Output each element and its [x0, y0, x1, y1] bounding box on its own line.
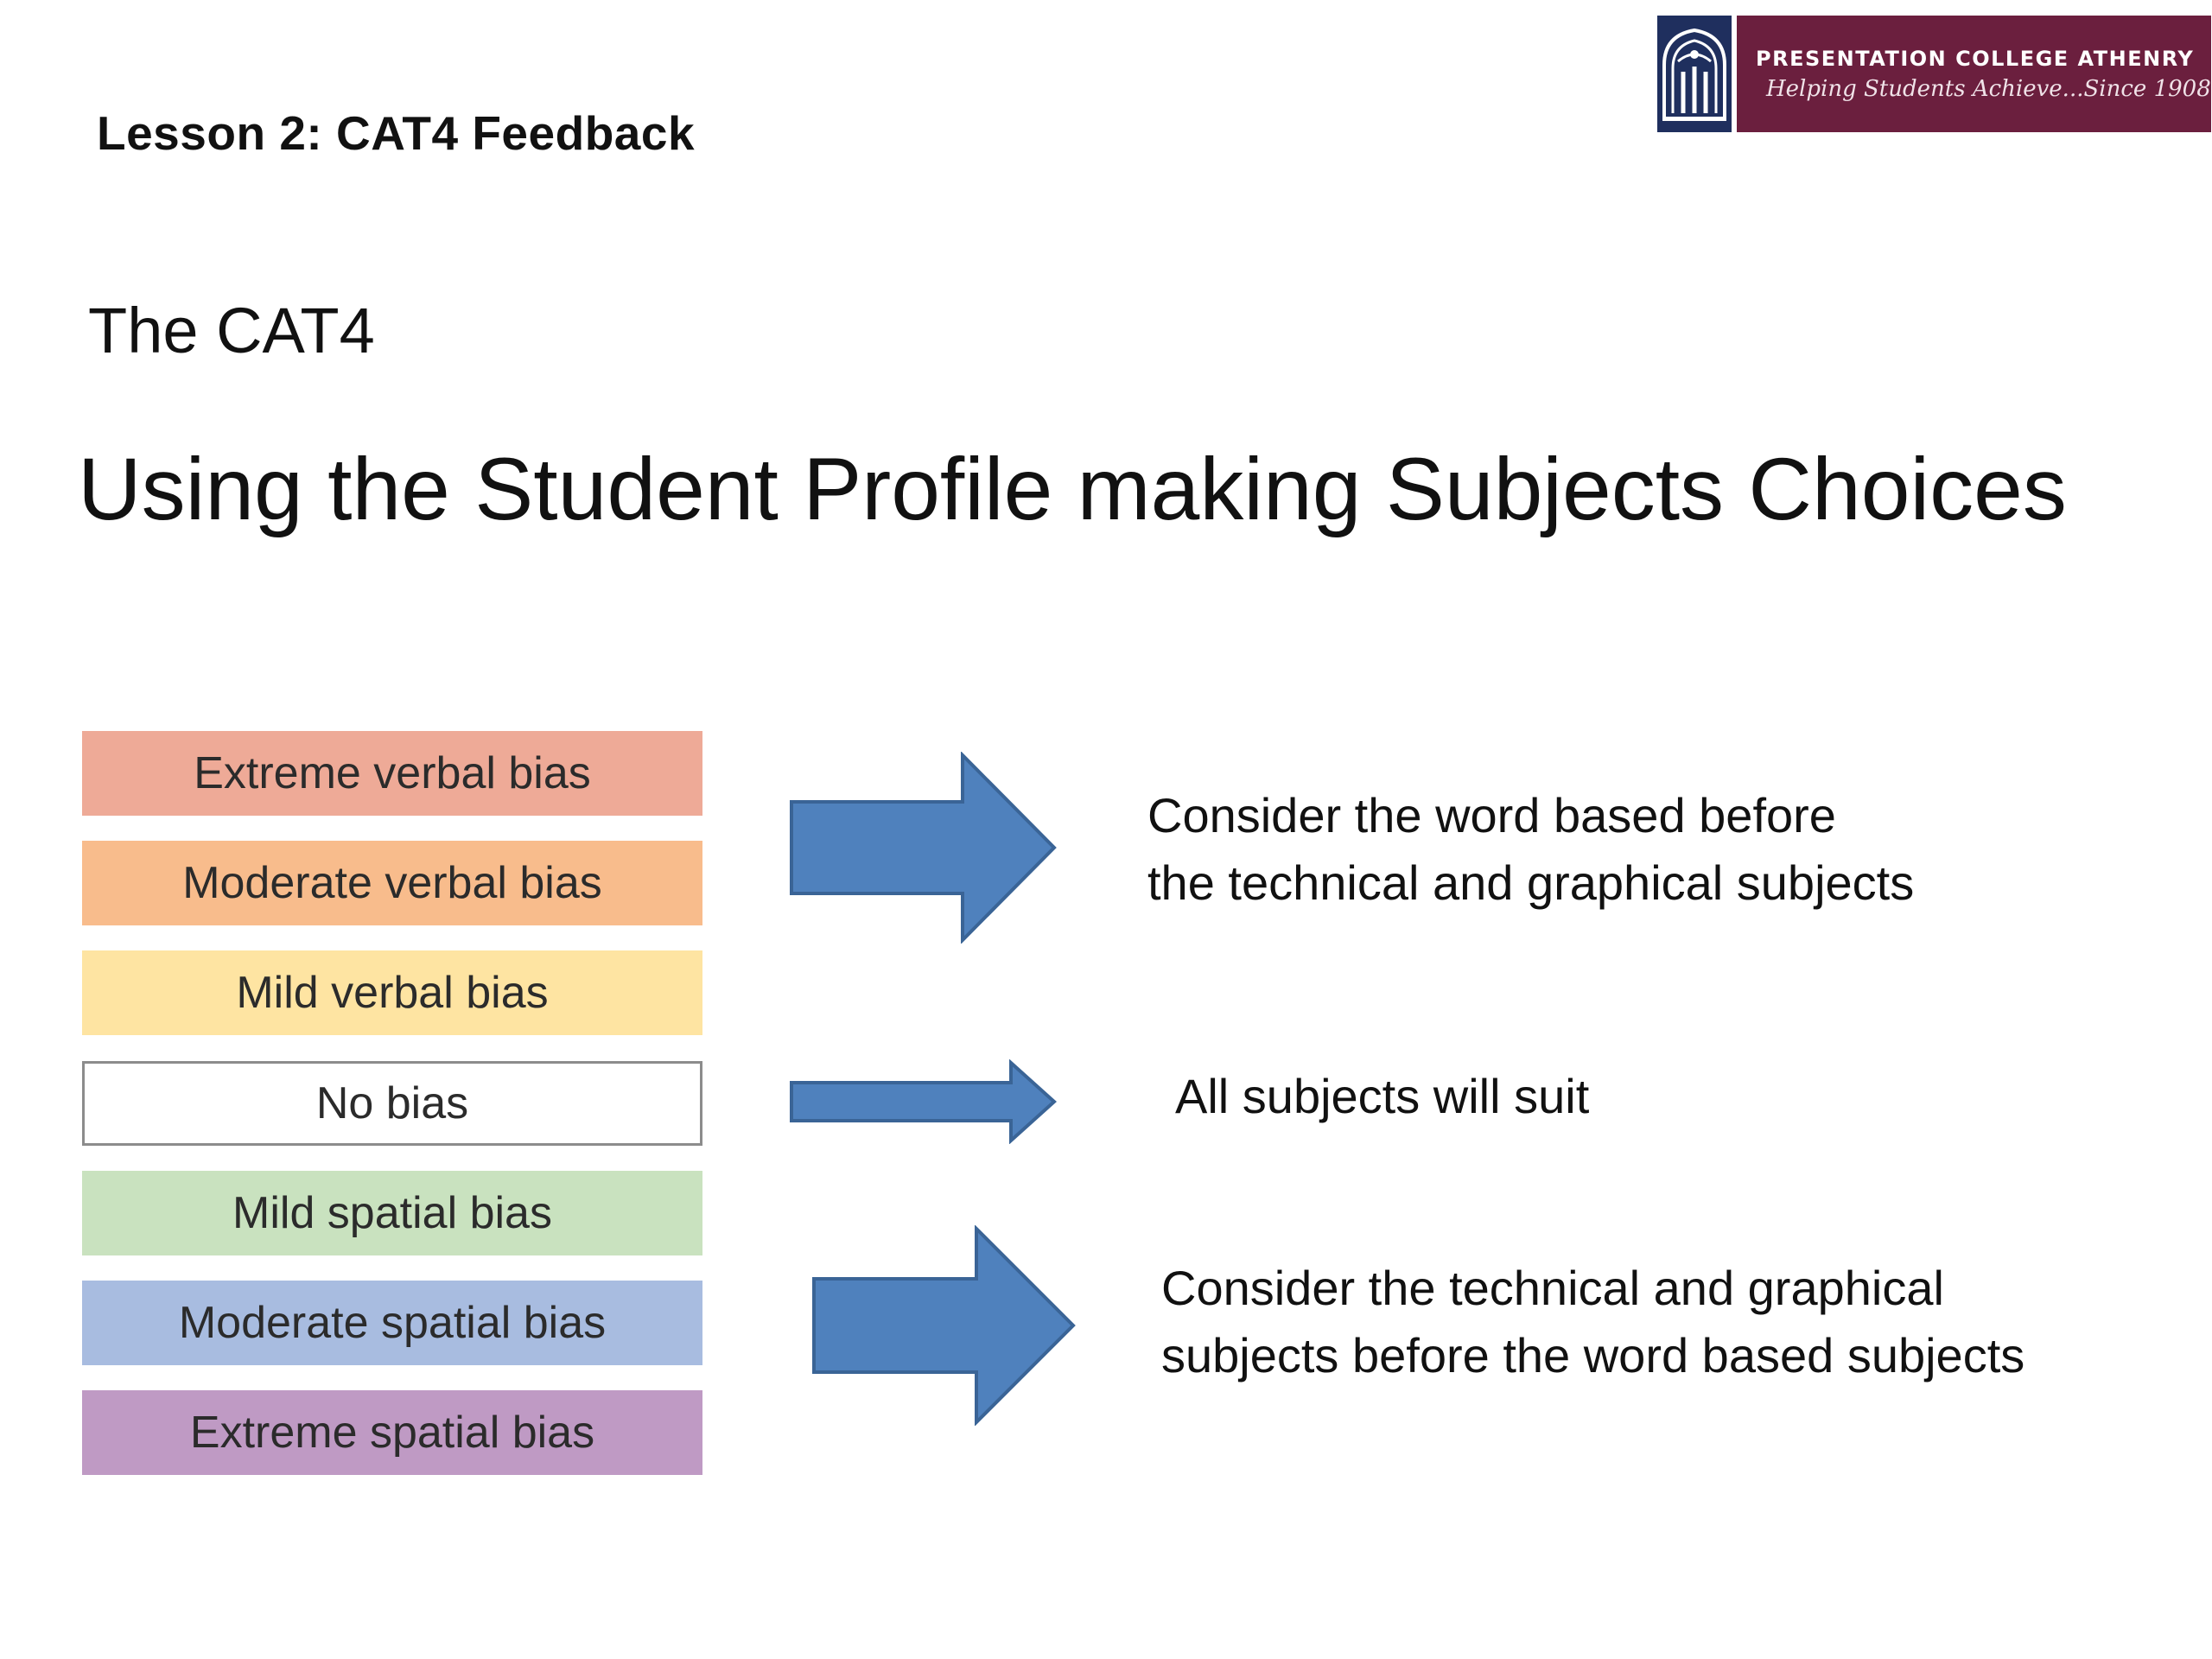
- advice-verbal-line1: Consider the word based before: [1147, 788, 1836, 842]
- bias-extreme-spatial: Extreme spatial bias: [82, 1390, 702, 1475]
- advice-spatial: [1161, 1255, 2024, 1389]
- advice-none: [1175, 1063, 1589, 1130]
- advice-none-line1: All subjects will suit: [1175, 1069, 1590, 1123]
- bias-extreme-verbal: Extreme verbal bias: [82, 731, 702, 816]
- bias-moderate-verbal: Moderate verbal bias: [82, 841, 702, 925]
- advice-spatial-line2: subjects before the word based subjects: [1161, 1328, 2025, 1382]
- bias-mild-verbal: Mild verbal bias: [82, 950, 702, 1035]
- school-crest-icon: [1657, 16, 1732, 132]
- arrow-right-icon: [810, 1225, 1078, 1426]
- bias-mild-spatial: Mild spatial bias: [82, 1171, 702, 1255]
- arrow-right-icon: [788, 1059, 1060, 1144]
- bias-moderate-spatial: Moderate spatial bias: [82, 1281, 702, 1365]
- bias-none: No bias: [82, 1061, 702, 1146]
- advice-verbal: [1147, 782, 1914, 917]
- slide-title: Using the Student Profile making Subjects Choices: [78, 440, 2067, 538]
- logo-banner: [1737, 16, 2211, 132]
- arrow-right-icon: [788, 752, 1060, 944]
- slide-subtitle: The CAT4: [88, 295, 375, 366]
- lesson-title: Lesson 2: CAT4 Feedback: [97, 106, 696, 160]
- advice-spatial-line1: Consider the technical and graphical: [1161, 1261, 1944, 1315]
- advice-verbal-line2: the technical and graphical subjects: [1147, 855, 1915, 910]
- school-name: PRESENTATION COLLEGE ATHENRY: [1756, 46, 2195, 71]
- school-tagline: Helping Students Achieve...Since 1908: [1766, 75, 2211, 102]
- school-logo: [1657, 16, 2211, 132]
